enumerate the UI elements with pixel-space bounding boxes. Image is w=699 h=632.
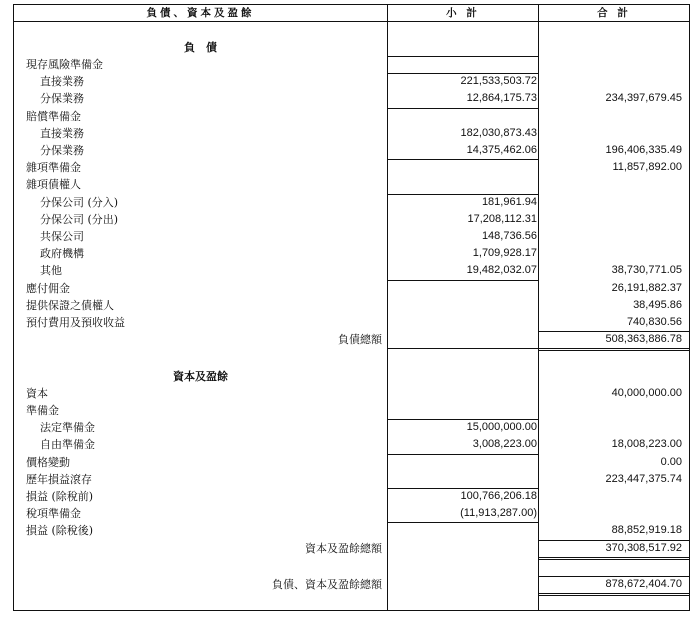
rule-line xyxy=(388,56,538,57)
table-row xyxy=(14,331,689,348)
row-label: 應付佣金 xyxy=(26,281,70,295)
table-row xyxy=(14,314,689,331)
double-underline-rule xyxy=(539,348,689,349)
table-row xyxy=(14,436,689,453)
row-label: 分保公司 (分入) xyxy=(40,195,119,209)
table-row xyxy=(14,262,689,279)
rule-line xyxy=(388,280,538,281)
total-value: 234,397,679.45 xyxy=(605,92,682,105)
table-row xyxy=(14,297,689,314)
double-underline-rule xyxy=(539,593,689,594)
row-label: 共保公司 xyxy=(40,230,84,243)
double-underline-rule xyxy=(539,350,689,351)
section-title-liabilities: 負 債 xyxy=(184,41,217,54)
row-label: 政府機構 xyxy=(40,247,84,261)
grand-total-value: 878,672,404.70 xyxy=(605,578,682,590)
total-value: 0.00 xyxy=(660,455,682,468)
table-row xyxy=(14,108,689,125)
double-underline-rule xyxy=(539,557,689,558)
rule-line xyxy=(388,194,538,195)
rule-line xyxy=(388,454,538,455)
table-row xyxy=(14,39,689,56)
row-label: 資本 xyxy=(26,386,48,400)
total-value: 88,852,919.18 xyxy=(611,524,682,537)
table-row xyxy=(14,505,689,522)
row-label: 直接業務 xyxy=(40,75,84,89)
rule-line xyxy=(388,73,538,74)
row-label: 自由準備金 xyxy=(40,438,95,452)
rule-line xyxy=(388,522,538,523)
total-value: 38,495.86 xyxy=(633,298,682,311)
subtotal-value: 221,533,503.72 xyxy=(460,75,537,88)
table-row xyxy=(14,211,689,228)
row-label: 準備金 xyxy=(26,404,59,417)
row-label: 預付費用及預收收益 xyxy=(26,316,125,329)
row-label: 法定準備金 xyxy=(40,421,95,435)
subtotal-value: 3,008,223.00 xyxy=(472,438,537,451)
subtotal-value: 148,736.56 xyxy=(481,230,537,242)
subtotal-value: 19,482,032.07 xyxy=(466,264,537,277)
table-row xyxy=(14,159,689,176)
row-label: 分保業務 xyxy=(40,92,84,106)
row-label: 賠償準備金 xyxy=(26,109,81,123)
table-row xyxy=(14,488,689,505)
row-label: 其他 xyxy=(40,264,62,278)
table-row xyxy=(14,90,689,107)
subtotal-value: 12,864,175.73 xyxy=(466,92,537,105)
rule-line xyxy=(388,108,538,109)
row-label: 直接業務 xyxy=(40,126,84,140)
rule-line xyxy=(388,159,538,160)
table-row xyxy=(14,454,689,471)
double-underline-rule xyxy=(539,595,689,596)
table-row xyxy=(14,194,689,211)
table-row xyxy=(14,385,689,402)
total-value: 223,447,375.74 xyxy=(605,472,682,485)
table-row xyxy=(14,471,689,488)
balance-sheet-table xyxy=(13,4,690,611)
table-row xyxy=(14,576,689,593)
total-value: 18,008,223.00 xyxy=(611,438,682,451)
subtotal-value: 1,709,928.17 xyxy=(472,247,537,260)
grand-total-label: 負債、資本及盈餘總額 xyxy=(272,578,382,591)
table-row xyxy=(14,368,689,385)
table-row xyxy=(14,540,689,557)
header-total-column: 合 計 xyxy=(539,5,689,22)
total-value: 196,406,335.49 xyxy=(605,144,682,156)
capital-total-label: 資本及盈餘總額 xyxy=(305,541,382,555)
rule-line xyxy=(388,419,538,420)
capital-total-value: 370,308,517.92 xyxy=(605,541,682,554)
row-label: 價格變動 xyxy=(26,455,70,469)
row-label: 損益 (除稅前) xyxy=(26,490,94,503)
total-value: 38,730,771.05 xyxy=(611,264,682,277)
row-label: 分保公司 (分出) xyxy=(40,212,119,226)
double-underline-rule xyxy=(539,559,689,560)
section-title-capital: 資本及盈餘 xyxy=(173,369,228,383)
subtotal-value: 17,208,112.31 xyxy=(467,212,537,225)
table-row xyxy=(14,56,689,73)
total-value: 26,191,882.37 xyxy=(611,281,682,294)
table-row xyxy=(14,176,689,193)
header-subtotal-column: 小 計 xyxy=(388,5,538,22)
table-row xyxy=(14,125,689,142)
table-row xyxy=(14,522,689,539)
subtotal-value: 100,766,206.18 xyxy=(460,490,537,502)
subtotal-value: 15,000,000.00 xyxy=(466,421,537,434)
subtotal-value: 181,961.94 xyxy=(481,195,537,208)
table-row xyxy=(14,228,689,245)
table-row xyxy=(14,402,689,419)
row-label: 提供保證之債權人 xyxy=(26,298,114,312)
subtotal-value: 14,375,462.06 xyxy=(466,144,537,156)
row-label: 現存風險準備金 xyxy=(26,58,103,71)
subtotal-value: (11,913,287.00) xyxy=(460,507,537,520)
subtotal-value: 182,030,873.43 xyxy=(460,126,537,139)
liabilities-total-label: 負債總額 xyxy=(338,333,382,347)
table-row xyxy=(14,73,689,90)
row-label: 雜項準備金 xyxy=(26,161,81,175)
header-item-column: 負債、資本及盈餘 xyxy=(14,5,387,22)
row-label: 稅項準備金 xyxy=(26,507,81,521)
total-value: 11,857,892.00 xyxy=(612,161,682,174)
row-label: 分保業務 xyxy=(40,144,84,157)
row-label: 歷年損益滾存 xyxy=(26,472,92,486)
table-row xyxy=(14,419,689,436)
rule-line xyxy=(388,348,538,349)
total-value: 40,000,000.00 xyxy=(611,386,682,399)
rule-line xyxy=(388,488,538,489)
row-label: 損益 (除稅後) xyxy=(26,524,94,538)
total-value: 740,830.56 xyxy=(626,316,682,328)
table-row xyxy=(14,142,689,159)
liabilities-total-value: 508,363,886.78 xyxy=(605,333,682,346)
table-row xyxy=(14,280,689,297)
row-label: 雜項債權人 xyxy=(26,178,81,192)
table-row xyxy=(14,245,689,262)
